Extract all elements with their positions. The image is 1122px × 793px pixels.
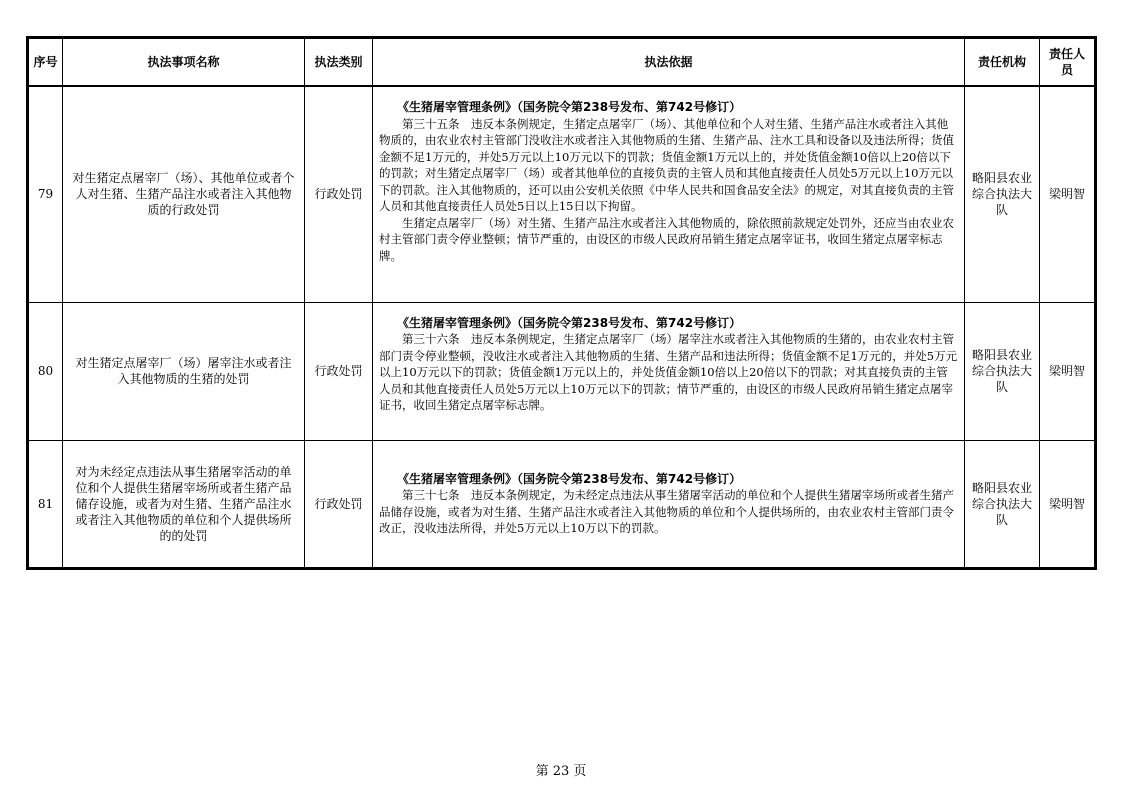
header-name: 执法事项名称: [63, 39, 305, 87]
table-row: [29, 86, 1095, 302]
row-seq: 80: [29, 302, 63, 440]
basis-paragraph: 生猪定点屠宰厂（场）对生猪、生猪产品注水或者注入其他物质的，除依照前款规定处罚外，还应当由农业农村主管部门责令停业整顿；情节严重的，由设区的市级人民政府吊销生猪定点屠宰证书，收回生猪定点屠宰标志牌。: [379, 215, 954, 263]
basis-paragraph: 第三十六条 违反本条例规定，生猪定点屠宰厂（场）屠宰注水或者注入其他物质的生猪的，由农业农村主管部门责令停业整顿，没收注水或者注入其他物质的生猪、生猪产品和违法所得；货值金额不足1万元的，并处5万元以上10万元以下的罚款；货值金额1万元以上的，并处货值金额10倍以上20倍以下的罚款；对其直接负责的主管人员和其他直接责任人员处5万元以上10万元以下的罚款；情节严重的，由设区的市级人民政府吊销生猪定点屠宰证书，收回生猪定点屠宰标志牌。: [379, 332, 958, 412]
header-category: 执法类别: [305, 39, 373, 87]
row-seq: 81: [29, 440, 63, 567]
row-name: 对生猪定点屠宰厂（场）、其他单位或者个人对生猪、生猪产品注水或者注入其他物质的行政处罚: [63, 86, 305, 302]
row-basis: [373, 440, 965, 567]
row-name: 对为未经定点违法从事生猪屠宰活动的单位和个人提供生猪屠宰场所或者生猪产品储存设施，或者为对生猪、生猪产品注水或者注入其他物质的单位和个人提供场所的的处罚: [63, 440, 305, 567]
row-person: 梁明智: [1040, 440, 1095, 567]
row-basis: [373, 302, 965, 440]
row-seq: 79: [29, 86, 63, 302]
table-row: [29, 440, 1095, 567]
row-basis: [373, 86, 965, 302]
page-number: 第 23 页: [535, 764, 587, 779]
row-agency: 略阳县农业综合执法大队: [965, 302, 1040, 440]
row-category: 行政处罚: [305, 302, 373, 440]
basis-paragraph: 第三十七条 违反本条例规定，为未经定点违法从事生猪屠宰活动的单位和个人提供生猪屠宰场所或者生猪产品储存设施，或者为对生猪、生猪产品注水或者注入其他物质的单位和个人提供场所的，由农业农村主管部门责令改正，没收违法所得，并处5万元以上10万以下的罚款。: [379, 488, 954, 535]
row-agency: 略阳县农业综合执法大队: [965, 440, 1040, 567]
law-title: 《生猪屠宰管理条例》（国务院令第238号发布、第742号修订）: [397, 100, 742, 114]
header-person: 责任人员: [1040, 39, 1095, 87]
enforcement-items-table: [28, 38, 1095, 568]
header-basis: 执法依据: [373, 39, 965, 87]
table-row: [29, 302, 1095, 440]
header-seq: 序号: [29, 39, 63, 87]
basis-paragraph: 第三十五条 违反本条例规定，生猪定点屠宰厂（场）、其他单位和个人对生猪、生猪产品注水或者注入其他物质的，由农业农村主管部门没收注水或者注入其他物质的生猪、生猪产品、注水工具和设备以及违法所得；货值金额不足1万元的，并处5万元以上10万元以下的罚款；货值金额1万元以上的，并处货值金额10倍以上20倍以下的罚款；对生猪定点屠宰厂（场）或者其他单位的直接负责的主管人员和其他直接责任人员处5万元以上10万元以下的罚款。注入其他物质的，还可以由公安机关依照《中华人民共和国食品安全法》的规定，对其直接负责的主管人员和其他直接责任人员处5日以上15日以下拘留。: [379, 116, 954, 213]
law-title: 《生猪屠宰管理条例》（国务院令第238号发布、第742号修订）: [397, 471, 742, 486]
table-header-row: [29, 39, 1095, 87]
row-person: 梁明智: [1040, 86, 1095, 302]
row-agency: 略阳县农业综合执法大队: [965, 86, 1040, 302]
row-person: 梁明智: [1040, 302, 1095, 440]
law-title: 《生猪屠宰管理条例》（国务院令第238号发布、第742号修订）: [397, 315, 742, 330]
row-category: 行政处罚: [305, 86, 373, 302]
header-agency: 责任机构: [965, 39, 1040, 87]
row-name: 对生猪定点屠宰厂（场）屠宰注水或者注入其他物质的生猪的处罚: [63, 302, 305, 440]
row-category: 行政处罚: [305, 440, 373, 567]
